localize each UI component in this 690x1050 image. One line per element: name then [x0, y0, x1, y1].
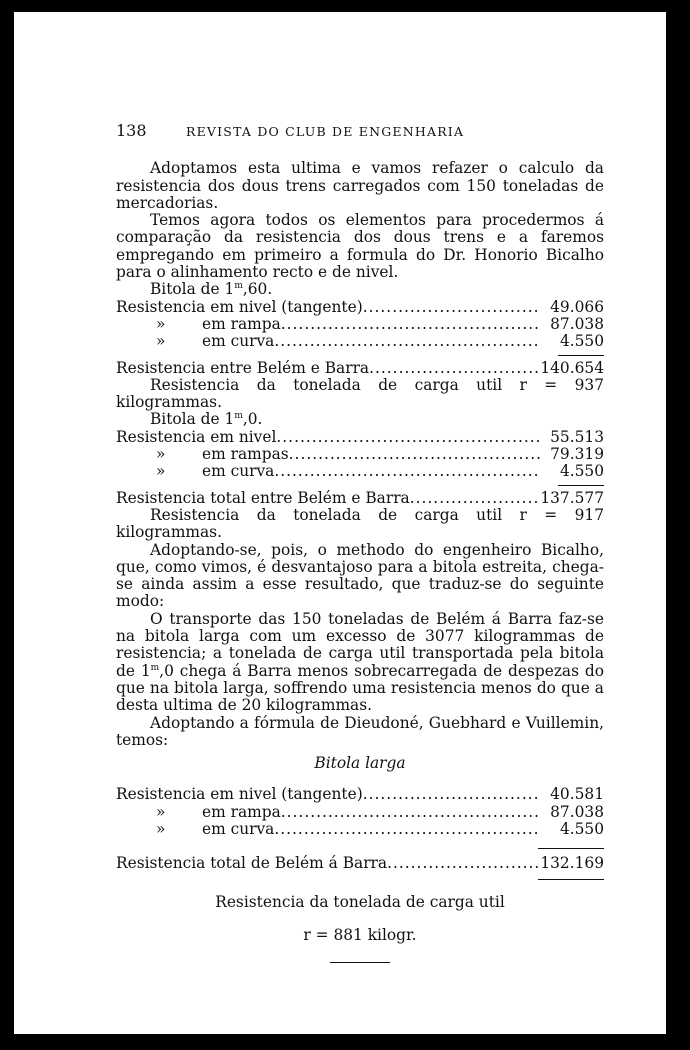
sum-rule — [558, 355, 604, 356]
result-line-1: Resistencia da tonelada de carga util — [215, 892, 505, 911]
table-row: Resistencia em nivel ..... 55.513 — [116, 429, 604, 446]
page — [14, 12, 666, 1034]
subheading-bitola-160: Bitola de 1$^m$,60. — [150, 280, 273, 299]
paragraph-7: Adoptando a fórmula de Dieudoné, Guebhard e Vuillemin, temos: — [116, 713, 604, 749]
table-row: » em curva ..... 4.550 — [116, 333, 604, 350]
table-row: » em curva ..... 4.550 — [116, 821, 604, 838]
table-total-row: Resistencia total entre Belém e Barra ..... 137.577 — [116, 490, 604, 507]
content — [116, 122, 604, 963]
paragraph-5: Adoptando-se, pois, o methodo do engenheiro Bicalho, que, como vimos, é desvantajoso para a bitola estreita, chega-se ainda assim a esse resultado, que traduz-se do seguinte modo: — [116, 540, 604, 611]
table-total-row: Resistencia entre Belém e Barra ..... 140.654 — [116, 360, 604, 377]
paragraph-4: Resistencia da tonelada de carga util r = 917 kilogrammas. — [116, 505, 604, 542]
paragraph-6: O transporte das 150 toneladas de Belém á Barra faz-se na bitola larga com um excesso de 3077 kilogrammas de resistencia; a tonelada de carga util transportada pela bitola de 1$^m$,0 chega á Barra menos sobrecarregada de despezas do que na bitola larga, soffrendo uma resistencia menos do que a desta ultima de 20 kilogrammas. — [116, 609, 604, 715]
table-row: » em rampa ..... 87.038 — [116, 316, 604, 333]
paragraph-3: Resistencia da tonelada de carga util r = 937 kilogrammas. — [116, 375, 604, 412]
paragraph-1: Adoptamos esta ultima e vamos refazer o calculo da resistencia dos dous trens carregados com 150 toneladas de mercadorias. — [116, 159, 604, 212]
total-underline — [538, 879, 604, 880]
end-rule — [330, 962, 390, 963]
table-row: » em curva ..... 4.550 — [116, 463, 604, 480]
page-header — [116, 122, 604, 140]
sum-rule — [538, 848, 604, 849]
result-line-2: r = 881 kilogr. — [303, 925, 417, 944]
page-number: 138 — [116, 121, 147, 140]
table-row: Resistencia em nivel (tangente) ..... 49.066 — [116, 299, 604, 316]
running-title: REVISTA DO CLUB DE ENGENHARIA — [186, 124, 465, 139]
section-title-bitola-larga: Bitola larga — [314, 754, 406, 773]
sum-rule — [558, 485, 604, 486]
table-row: » em rampas ..... 79.319 — [116, 446, 604, 463]
subheading-bitola-10: Bitola de 1$^m$,0. — [150, 410, 263, 429]
table-row: » em rampa ..... 87.038 — [116, 804, 604, 821]
table-row: Resistencia em nivel (tangente) ..... 40.581 — [116, 786, 604, 803]
paragraph-2: Temos agora todos os elementos para procedermos á comparação da resistencia dos dous trens e a faremos empregando em primeiro a formula do Dr. Honorio Bicalho para o alinhamento recto e de nivel. — [116, 211, 604, 282]
table-total-row: Resistencia total de Belém á Barra ..... 132.169 — [116, 855, 604, 872]
